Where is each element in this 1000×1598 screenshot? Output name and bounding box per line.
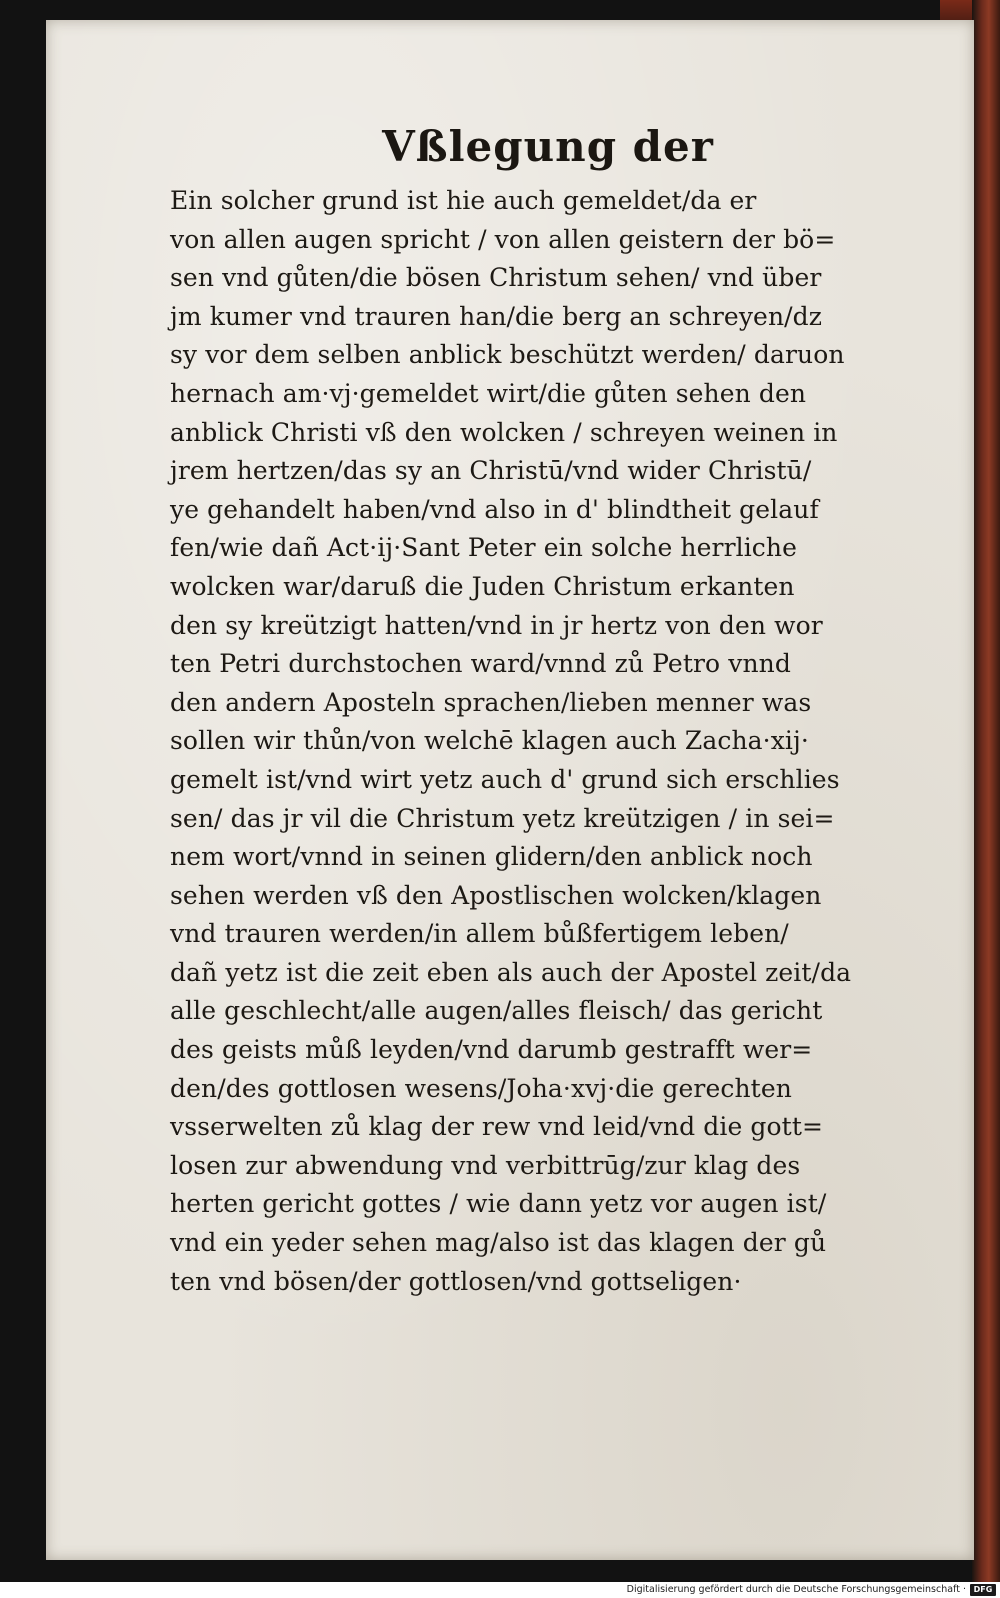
footer — [0, 1582, 1000, 1598]
text-line: jrem hertzen/das sy an Christū/vnd wider Christū/ — [170, 456, 812, 486]
text-line: sen/ das jr vil die Christum yetz kreützigen / in sei= — [170, 803, 835, 833]
text-line: anblick Christi vß den wolcken / schreyen weinen in — [170, 417, 838, 447]
text-line: wolcken war/daruß die Juden Christum erkanten — [170, 571, 795, 601]
text-block — [170, 182, 910, 1301]
text-line: Ein solcher grund ist hie auch gemeldet/da er — [170, 186, 757, 215]
text-line: losen zur abwendung vnd verbittrūg/zur klag des — [170, 1150, 801, 1180]
text-line: alle geschlecht/alle augen/alles fleisch/ das gericht — [170, 996, 823, 1026]
page-content — [170, 116, 910, 1301]
text-line: ten Petri durchstochen ward/vnnd zů Petro vnnd — [170, 649, 791, 679]
dfg-logo[interactable]: DFG — [970, 1584, 996, 1596]
text-line: vnd ein yeder sehen mag/also ist das klagen der gů — [170, 1228, 827, 1258]
book-page — [46, 20, 974, 1560]
text-line: von allen augen spricht / von allen geistern der bö= — [170, 224, 836, 254]
text-line: den andern Aposteln sprachen/lieben menner was — [170, 687, 812, 717]
text-line: fen/wie dañ Act·ij·Sant Peter ein solche herrliche — [170, 533, 798, 563]
text-line: herten gericht gottes / wie dann yetz vor augen ist/ — [170, 1189, 827, 1219]
text-line: sehen werden vß den Apostlischen wolcken/klagen — [170, 880, 822, 910]
text-line: den/des gottlosen wesens/Joha·xvj·die gerechten — [170, 1073, 792, 1103]
book-edge — [972, 0, 1000, 1582]
text-line: sollen wir thůn/von welchē klagen auch Zacha·xij· — [170, 726, 809, 756]
text-line: des geists můß leyden/vnd darumb gestrafft wer= — [170, 1035, 813, 1065]
text-line: gemelt ist/vnd wirt yetz auch d' grund sich erschlies — [170, 764, 840, 794]
text-line: hernach am·vj·gemeldet wirt/die gůten sehen den — [170, 378, 807, 408]
footer-credit: Digitalisierung gefördert durch die Deutsche Forschungsgemeinschaft · — [626, 1584, 966, 1595]
text-line: ten vnd bösen/der gottlosen/vnd gottseligen· — [170, 1266, 742, 1296]
text-line: dañ yetz ist die zeit eben als auch der Apostel zeit/da — [170, 957, 852, 987]
text-line: vnd trauren werden/in allem bůßfertigem leben/ — [170, 919, 789, 949]
text-line: nem wort/vnnd in seinen glidern/den anblick noch — [170, 842, 813, 872]
text-line: vsserwelten zů klag der rew vnd leid/vnd die gott= — [170, 1112, 824, 1142]
text-line: den sy kreützigt hatten/vnd in jr hertz von den wor — [170, 610, 823, 640]
text-line: sen vnd gůten/die bösen Christum sehen/ vnd über — [170, 263, 822, 293]
text-line: ye gehandelt haben/vnd also in d' blindtheit gelauf — [170, 494, 819, 524]
text-line: sy vor dem selben anblick beschützt werden/ daruon — [170, 340, 845, 370]
running-head: Vßlegung der — [382, 122, 714, 171]
text-line: jm kumer vnd trauren han/die berg an schreyen/dz — [170, 301, 823, 331]
